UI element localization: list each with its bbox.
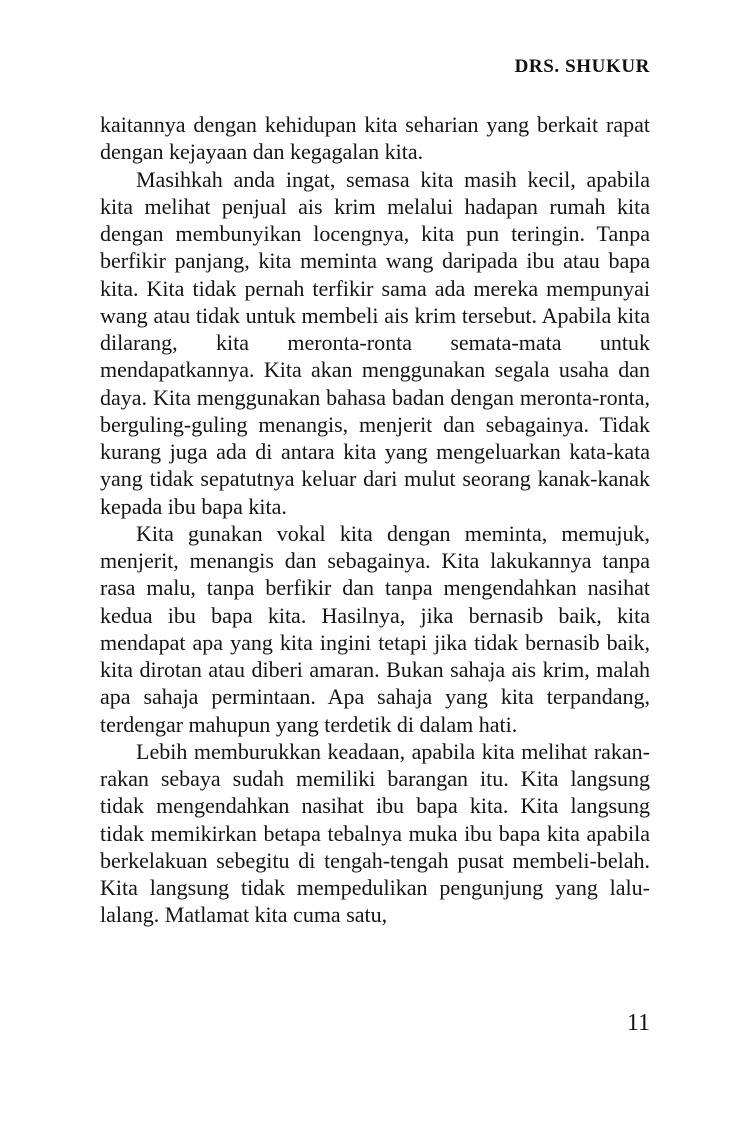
body-paragraph: Lebih memburukkan keadaan, apabila kita melihat rakan-rakan sebaya sudah memiliki barangan itu. Kita langsung tidak mengendahkan nasihat ibu bapa kita. Kita langsung tidak memikirkan betapa tebalnya muka ibu bapa kita apabila berkelakuan sebegitu di tengah-tengah pusat membeli-belah. Kita langsung tidak mempedulikan pengunjung yang lalu-lalang. Matlamat kita cuma satu, xyxy=(100,738,650,928)
body-paragraph: Masihkah anda ingat, semasa kita masih kecil, apabila kita melihat penjual ais krim melalui hadapan rumah kita dengan membunyikan locengnya, kita pun teringin. Tanpa berfikir panjang, kita meminta wang daripada ibu atau bapa kita. Kita tidak pernah terfikir sama ada mereka mempunyai wang atau tidak untuk membeli ais krim tersebut. Apabila kita dilarang, kita meronta-ronta semata-mata untuk mendapatkannya. Kita akan menggunakan segala usaha dan daya. Kita menggunakan bahasa badan dengan meronta-ronta, berguling-guling menangis, menjerit dan sebagainya. Tidak kurang juga ada di antara kita yang mengeluarkan kata-kata yang tidak sepatutnya keluar dari mulut seorang kanak-kanak kepada ibu bapa kita. xyxy=(100,166,650,519)
running-head: DRS. SHUKUR xyxy=(514,56,650,77)
page-number: 11 xyxy=(626,1010,650,1036)
body-paragraph: kaitannya dengan kehidupan kita seharian yang berkait rapat dengan kejayaan dan kegagalan kita. xyxy=(100,112,650,165)
body-paragraph: Kita gunakan vokal kita dengan meminta, memujuk, menjerit, menangis dan sebagainya. Kita lakukannya tanpa rasa malu, tanpa berfikir dan tanpa mengendahkan nasihat kedua ibu bapa kita. Hasilnya, jika bernasib baik, kita mendapat apa yang kita ingini tetapi jika tidak bernasib baik, kita dirotan atau diberi amaran. Bukan sahaja ais krim, malah apa sahaja permintaan. Apa sahaja yang kita terpandang, terdengar mahupun yang terdetik di dalam hati. xyxy=(100,520,650,737)
body-text-block xyxy=(100,111,650,929)
